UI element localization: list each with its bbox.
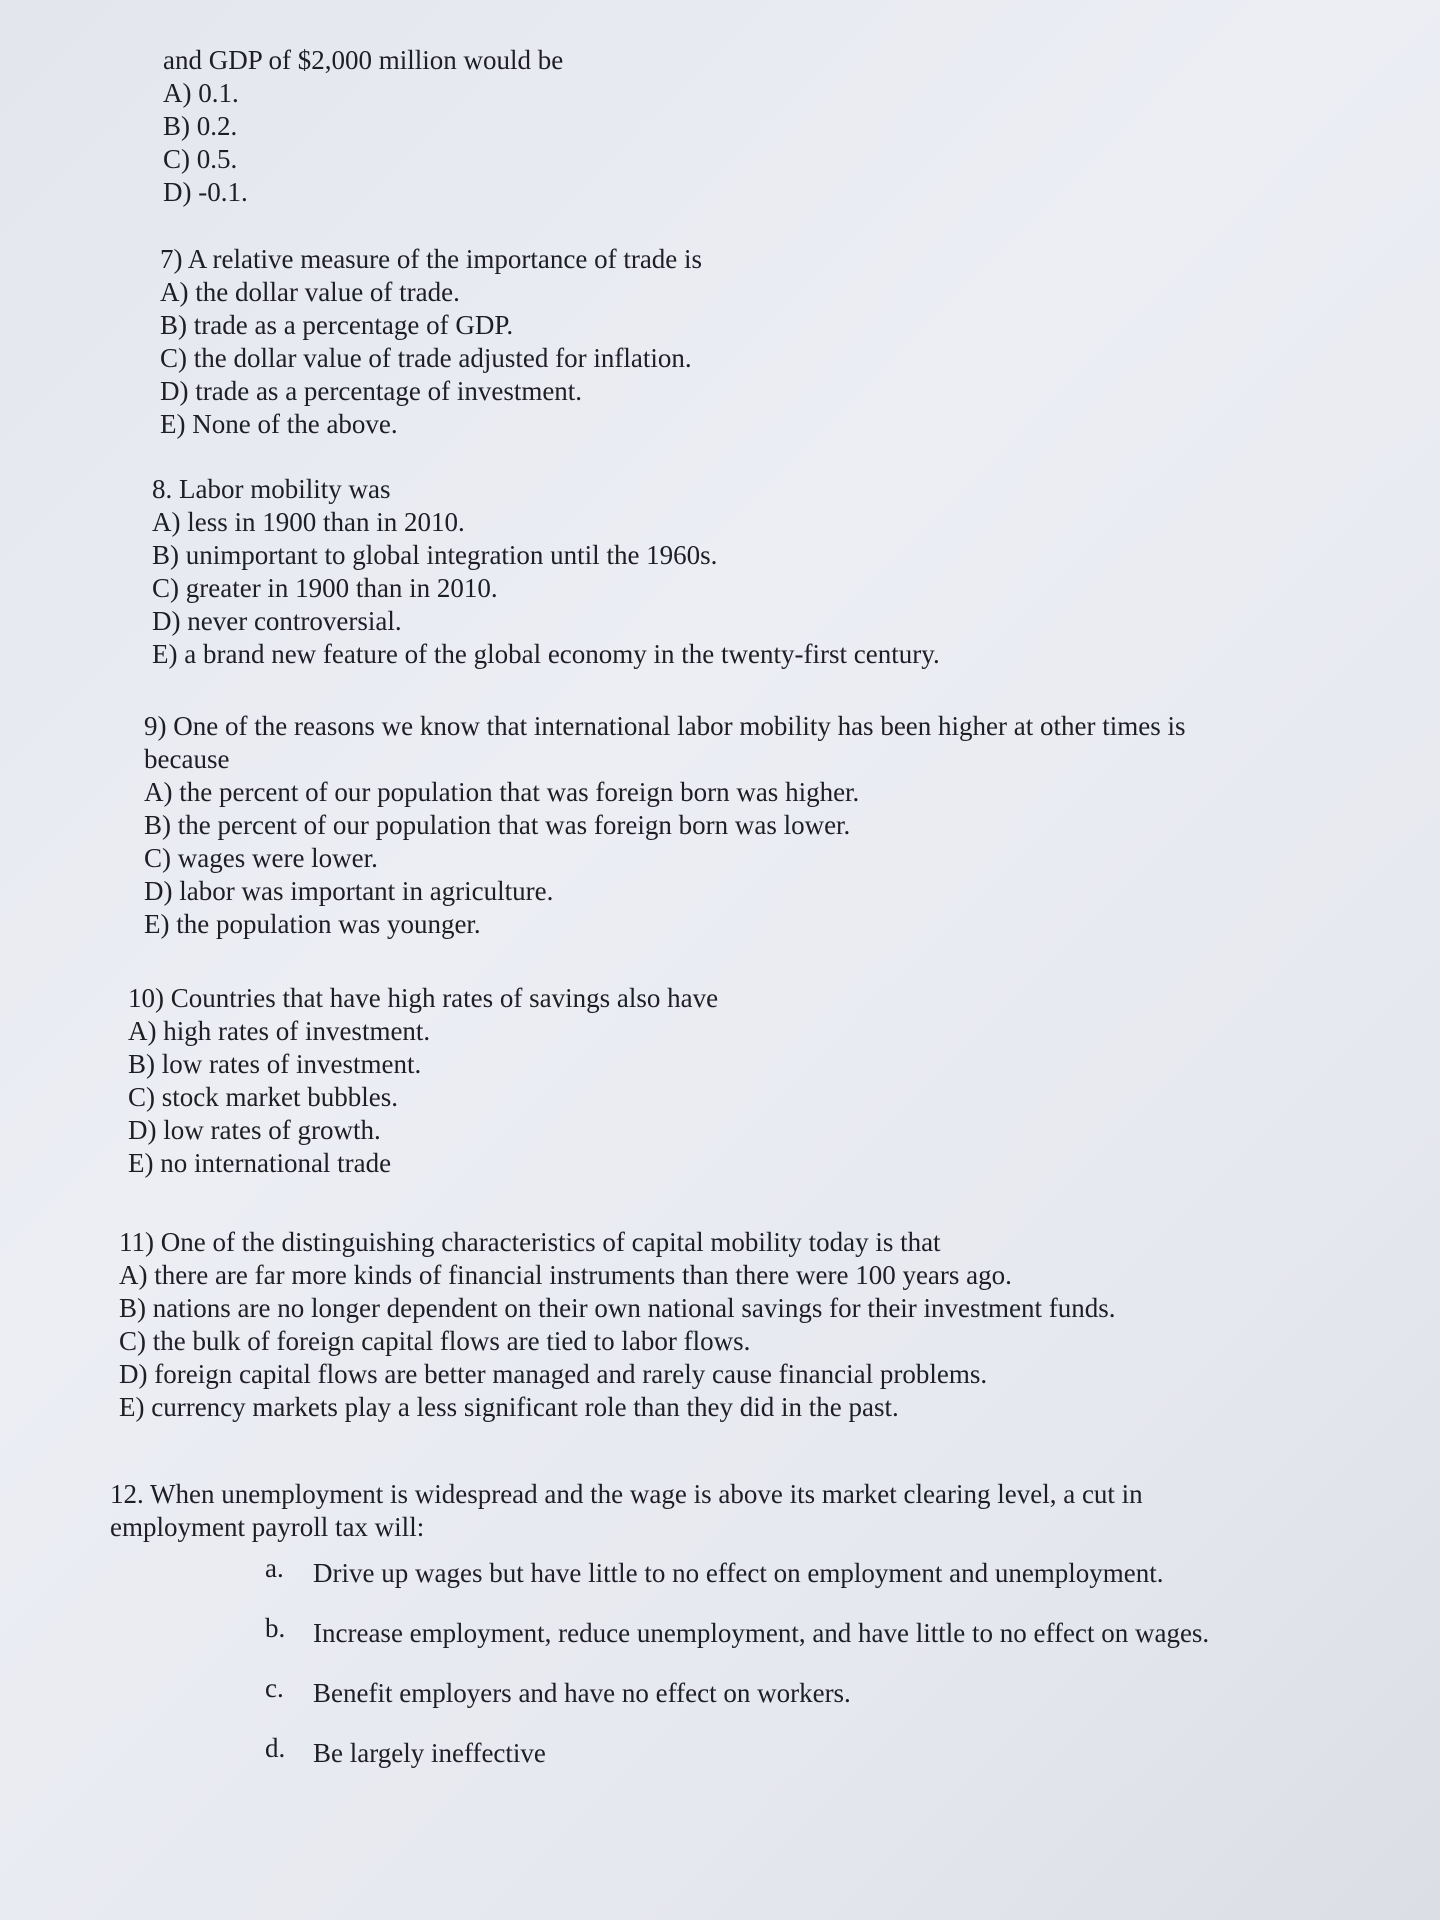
question-8 (152, 473, 940, 671)
question-11 (119, 1226, 1116, 1424)
answer-option: B) the percent of our population that was foreign born was lower. (144, 810, 851, 840)
question-stem: 7) A relative measure of the importance of trade is (160, 244, 703, 274)
answer-option: B) trade as a percentage of GDP. (160, 310, 514, 340)
option-letter: b. (265, 1613, 286, 1643)
answer-option: C) the dollar value of trade adjusted for inflation. (160, 343, 692, 373)
answer-option: A) the dollar value of trade. (160, 277, 460, 307)
answer-option: E) None of the above. (160, 409, 398, 439)
answer-option: C) stock market bubbles. (128, 1082, 398, 1112)
answer-option: D) foreign capital flows are better managed and rarely cause financial problems. (119, 1359, 988, 1389)
question-stem: 9) One of the reasons we know that international labor mobility has been higher at other times is (144, 711, 1186, 741)
answer-option: E) a brand new feature of the global economy in the twenty-first century. (152, 639, 940, 669)
option-letter: d. (265, 1733, 286, 1763)
answer-option: D) -0.1. (163, 177, 248, 207)
answer-option: A) there are far more kinds of financial instruments than there were 100 years ago. (119, 1260, 1012, 1290)
question-stem: and GDP of $2,000 million would be (163, 45, 564, 75)
question-stem: 12. When unemployment is widespread and the wage is above its market clearing level, a cut in (110, 1479, 1143, 1509)
question-9 (144, 710, 1185, 941)
answer-option: B) unimportant to global integration until the 1960s. (152, 540, 718, 570)
answer-option: D) trade as a percentage of investment. (160, 376, 583, 406)
question-stem-continued: because (144, 744, 230, 774)
answer-option: A) less in 1900 than in 2010. (152, 507, 465, 537)
answer-option: D) labor was important in agriculture. (144, 876, 554, 906)
question-10 (128, 982, 718, 1180)
answer-option: C) greater in 1900 than in 2010. (152, 573, 498, 603)
question-stem-continued: employment payroll tax will: (110, 1512, 425, 1542)
answer-option: B) low rates of investment. (128, 1049, 422, 1079)
question-stem: 10) Countries that have high rates of savings also have (128, 983, 719, 1013)
option-text: Be largely ineffective (313, 1738, 546, 1768)
question-stem: 8. Labor mobility was (152, 474, 391, 504)
answer-option: B) 0.2. (163, 111, 238, 141)
answer-option: A) 0.1. (163, 78, 239, 108)
option-letter: c. (265, 1673, 284, 1703)
option-letter: a. (265, 1553, 284, 1583)
answer-option: B) nations are no longer dependent on their own national savings for their investment funds. (119, 1293, 1116, 1323)
answer-option (265, 1612, 1265, 1654)
answer-option: E) no international trade (128, 1148, 392, 1178)
answer-option: C) the bulk of foreign capital flows are tied to labor flows. (119, 1326, 751, 1356)
answer-option: D) low rates of growth. (128, 1115, 381, 1145)
option-text: Drive up wages but have little to no effect on employment and unemployment. (313, 1558, 1164, 1588)
answer-option: A) the percent of our population that was foreign born was higher. (144, 777, 860, 807)
question-6-fragment (163, 44, 563, 209)
option-text: Benefit employers and have no effect on workers. (313, 1678, 851, 1708)
answer-option: C) 0.5. (163, 144, 238, 174)
answer-option: D) never controversial. (152, 606, 402, 636)
question-12 (110, 1478, 1320, 1774)
question-7 (160, 243, 702, 441)
answer-option: E) the population was younger. (144, 909, 481, 939)
answer-option: C) wages were lower. (144, 843, 378, 873)
answer-option (265, 1732, 1265, 1774)
answer-option: A) high rates of investment. (128, 1016, 431, 1046)
question-stem: 11) One of the distinguishing characteristics of capital mobility today is that (119, 1227, 941, 1257)
answer-option (265, 1672, 1265, 1714)
answer-option (265, 1552, 1265, 1594)
answer-option: E) currency markets play a less significant role than they did in the past. (119, 1392, 899, 1422)
option-text: Increase employment, reduce unemployment, and have little to no effect on wages. (313, 1618, 1210, 1648)
